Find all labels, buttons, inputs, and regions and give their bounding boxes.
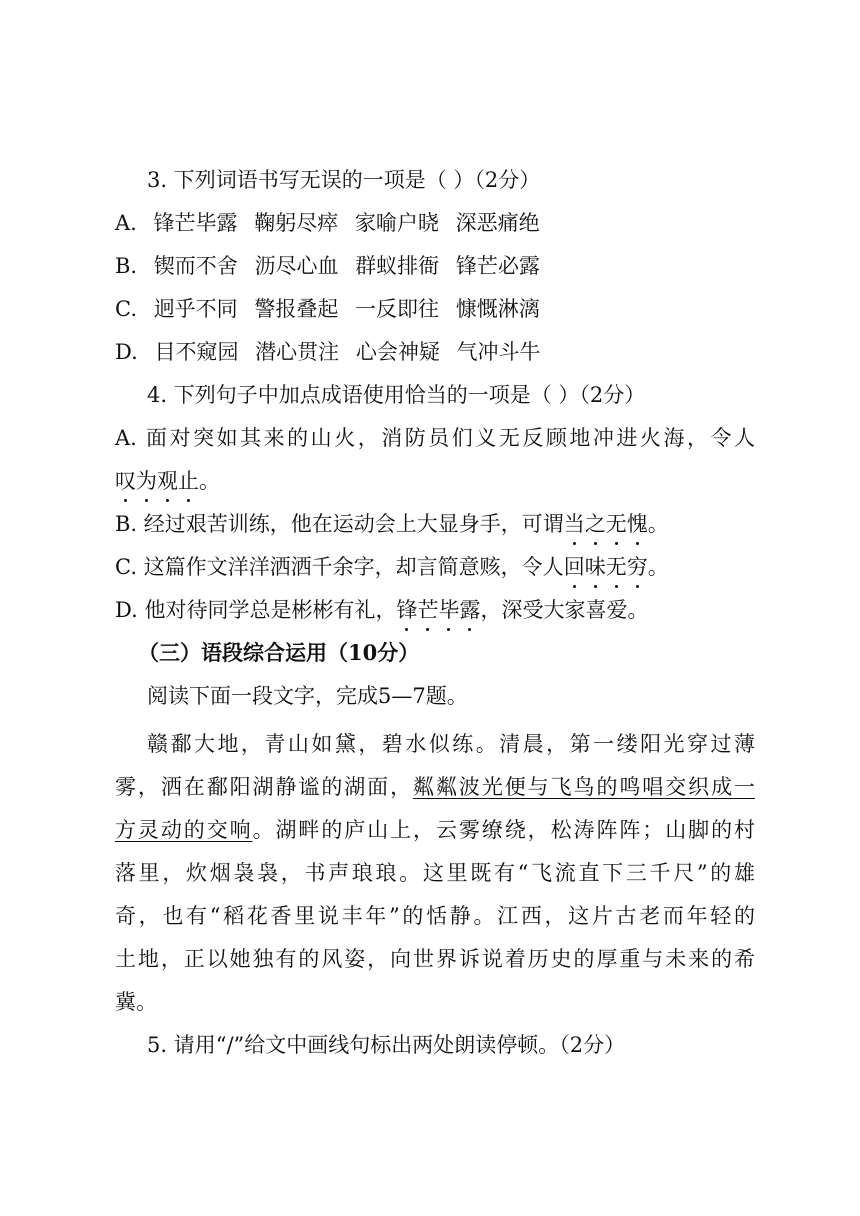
option-word: 家喻户晓: [354, 211, 439, 235]
q3-option-d: [115, 338, 755, 366]
option-text: ，深受大家喜爱。: [480, 598, 649, 622]
option-word: 锋芒必露: [455, 254, 540, 278]
emphasis-dot-char: 当: [563, 512, 585, 536]
passage-line: 土地，正以她独有的风姿，向世界诉说着历史的厚重与未来的希: [115, 947, 755, 971]
option-label: C.: [115, 555, 137, 579]
option-label: D.: [115, 340, 138, 364]
option-word: 心会神疑: [355, 340, 440, 364]
passage-line: 落里，炊烟袅袅，书声琅琅。这里既有“飞流直下三千尺”的雄: [115, 861, 755, 885]
option-word: 鞠躬尽瘁: [254, 211, 339, 235]
emphasis-dot-char: 之: [584, 512, 606, 536]
option-word: 一反即往: [355, 297, 440, 321]
dotted-idiom: [564, 555, 648, 579]
passage-line: [115, 816, 755, 844]
option-text: 他对待同学总是彬彬有礼，: [144, 598, 397, 622]
emphasis-dot-char: 叹: [115, 469, 136, 493]
underlined-sentence: 粼粼波光便与飞鸟的鸣唱交织成一: [413, 775, 756, 799]
dotted-idiom: [396, 598, 480, 622]
dotted-idiom: [115, 469, 199, 493]
q3-option-a: [115, 209, 755, 237]
option-label: B.: [115, 254, 138, 278]
option-label: B.: [115, 512, 138, 536]
passage-text: 雾，洒在鄱阳湖静谧的湖面，: [115, 775, 414, 799]
emphasis-dot-char: 锋: [396, 598, 418, 622]
passage-line: 冀。: [115, 990, 157, 1014]
emphasis-dot-char: 露: [459, 598, 481, 622]
option-word: 锲而不舍: [153, 254, 238, 278]
option-word: 慷慨淋漓: [455, 297, 540, 321]
option-text: 面对突如其来的山火，消防员们义无反顾地冲进火海，令人: [146, 426, 755, 450]
option-word: 潜心贯注: [255, 340, 340, 364]
q4-option-a-line1: [115, 424, 755, 452]
emphasis-dot-char: 愧: [626, 512, 648, 536]
option-word: 深恶痛绝: [455, 211, 540, 235]
option-text: 。: [647, 555, 669, 579]
q4-option-a-line2: [115, 467, 755, 495]
emphasis-dot-char: 芒: [417, 598, 439, 622]
option-word: 迥乎不同: [153, 297, 238, 321]
underlined-sentence: 方灵动的交响: [115, 818, 253, 842]
passage-text: 。湖畔的庐山上，云雾缭绕，松涛阵阵；山脚的村: [252, 818, 756, 842]
passage-line: [115, 773, 755, 801]
emphasis-dot-char: 为: [136, 469, 157, 493]
emphasis-dot-char: 观: [157, 469, 178, 493]
q3-option-b: [115, 252, 755, 280]
emphasis-dot-char: 穷: [626, 555, 648, 579]
option-word: 气冲斗牛: [456, 340, 541, 364]
q3-option-c: [115, 295, 755, 323]
q4-option-d: [115, 596, 755, 624]
emphasis-dot-char: 味: [584, 555, 606, 579]
section-instruction: 阅读下面一段文字，完成5—7题。: [147, 684, 468, 708]
option-word: 群蚁排衙: [355, 254, 440, 278]
option-text: 。: [199, 469, 220, 493]
section-heading: （三）语段综合运用（10分）: [138, 640, 420, 665]
option-text: 经过艰苦训练，他在运动会上大显身手，可谓: [143, 512, 564, 536]
question-4-stem: 4. 下列句子中加点成语使用恰当的一项是（ ）（2分）: [147, 383, 646, 407]
option-text: 。: [647, 512, 669, 536]
option-word: 锋芒毕露: [153, 211, 238, 235]
option-label: A.: [115, 426, 137, 450]
dotted-idiom: [564, 512, 648, 536]
emphasis-dot-char: 回: [563, 555, 585, 579]
option-text: 这篇作文洋洋洒洒千余字，却言简意赅，令人: [143, 555, 564, 579]
emphasis-dot-char: 无: [605, 555, 627, 579]
emphasis-dot-char: 无: [605, 512, 627, 536]
q4-option-c: [115, 553, 755, 581]
option-label: A.: [115, 211, 137, 235]
option-label: D.: [115, 598, 138, 622]
question-3-stem: 3. 下列词语书写无误的一项是（ ）（2分）: [147, 168, 541, 192]
emphasis-dot-char: 毕: [438, 598, 460, 622]
option-word: 目不窥园: [154, 340, 239, 364]
passage-line: 赣鄱大地，青山如黛，碧水似练。清晨，第一缕阳光穿过薄: [147, 732, 755, 756]
option-label: C.: [115, 297, 137, 321]
option-word: 沥尽心血: [254, 254, 339, 278]
option-word: 警报叠起: [254, 297, 339, 321]
question-5-stem: 5. 请用“/”给文中画线句标出两处朗读停顿。（2分）: [147, 1033, 626, 1057]
q4-option-b: [115, 510, 755, 538]
passage-line: 奇，也有“稻花香里说丰年”的恬静。江西，这片古老而年轻的: [115, 904, 755, 928]
emphasis-dot-char: 止: [178, 469, 199, 493]
